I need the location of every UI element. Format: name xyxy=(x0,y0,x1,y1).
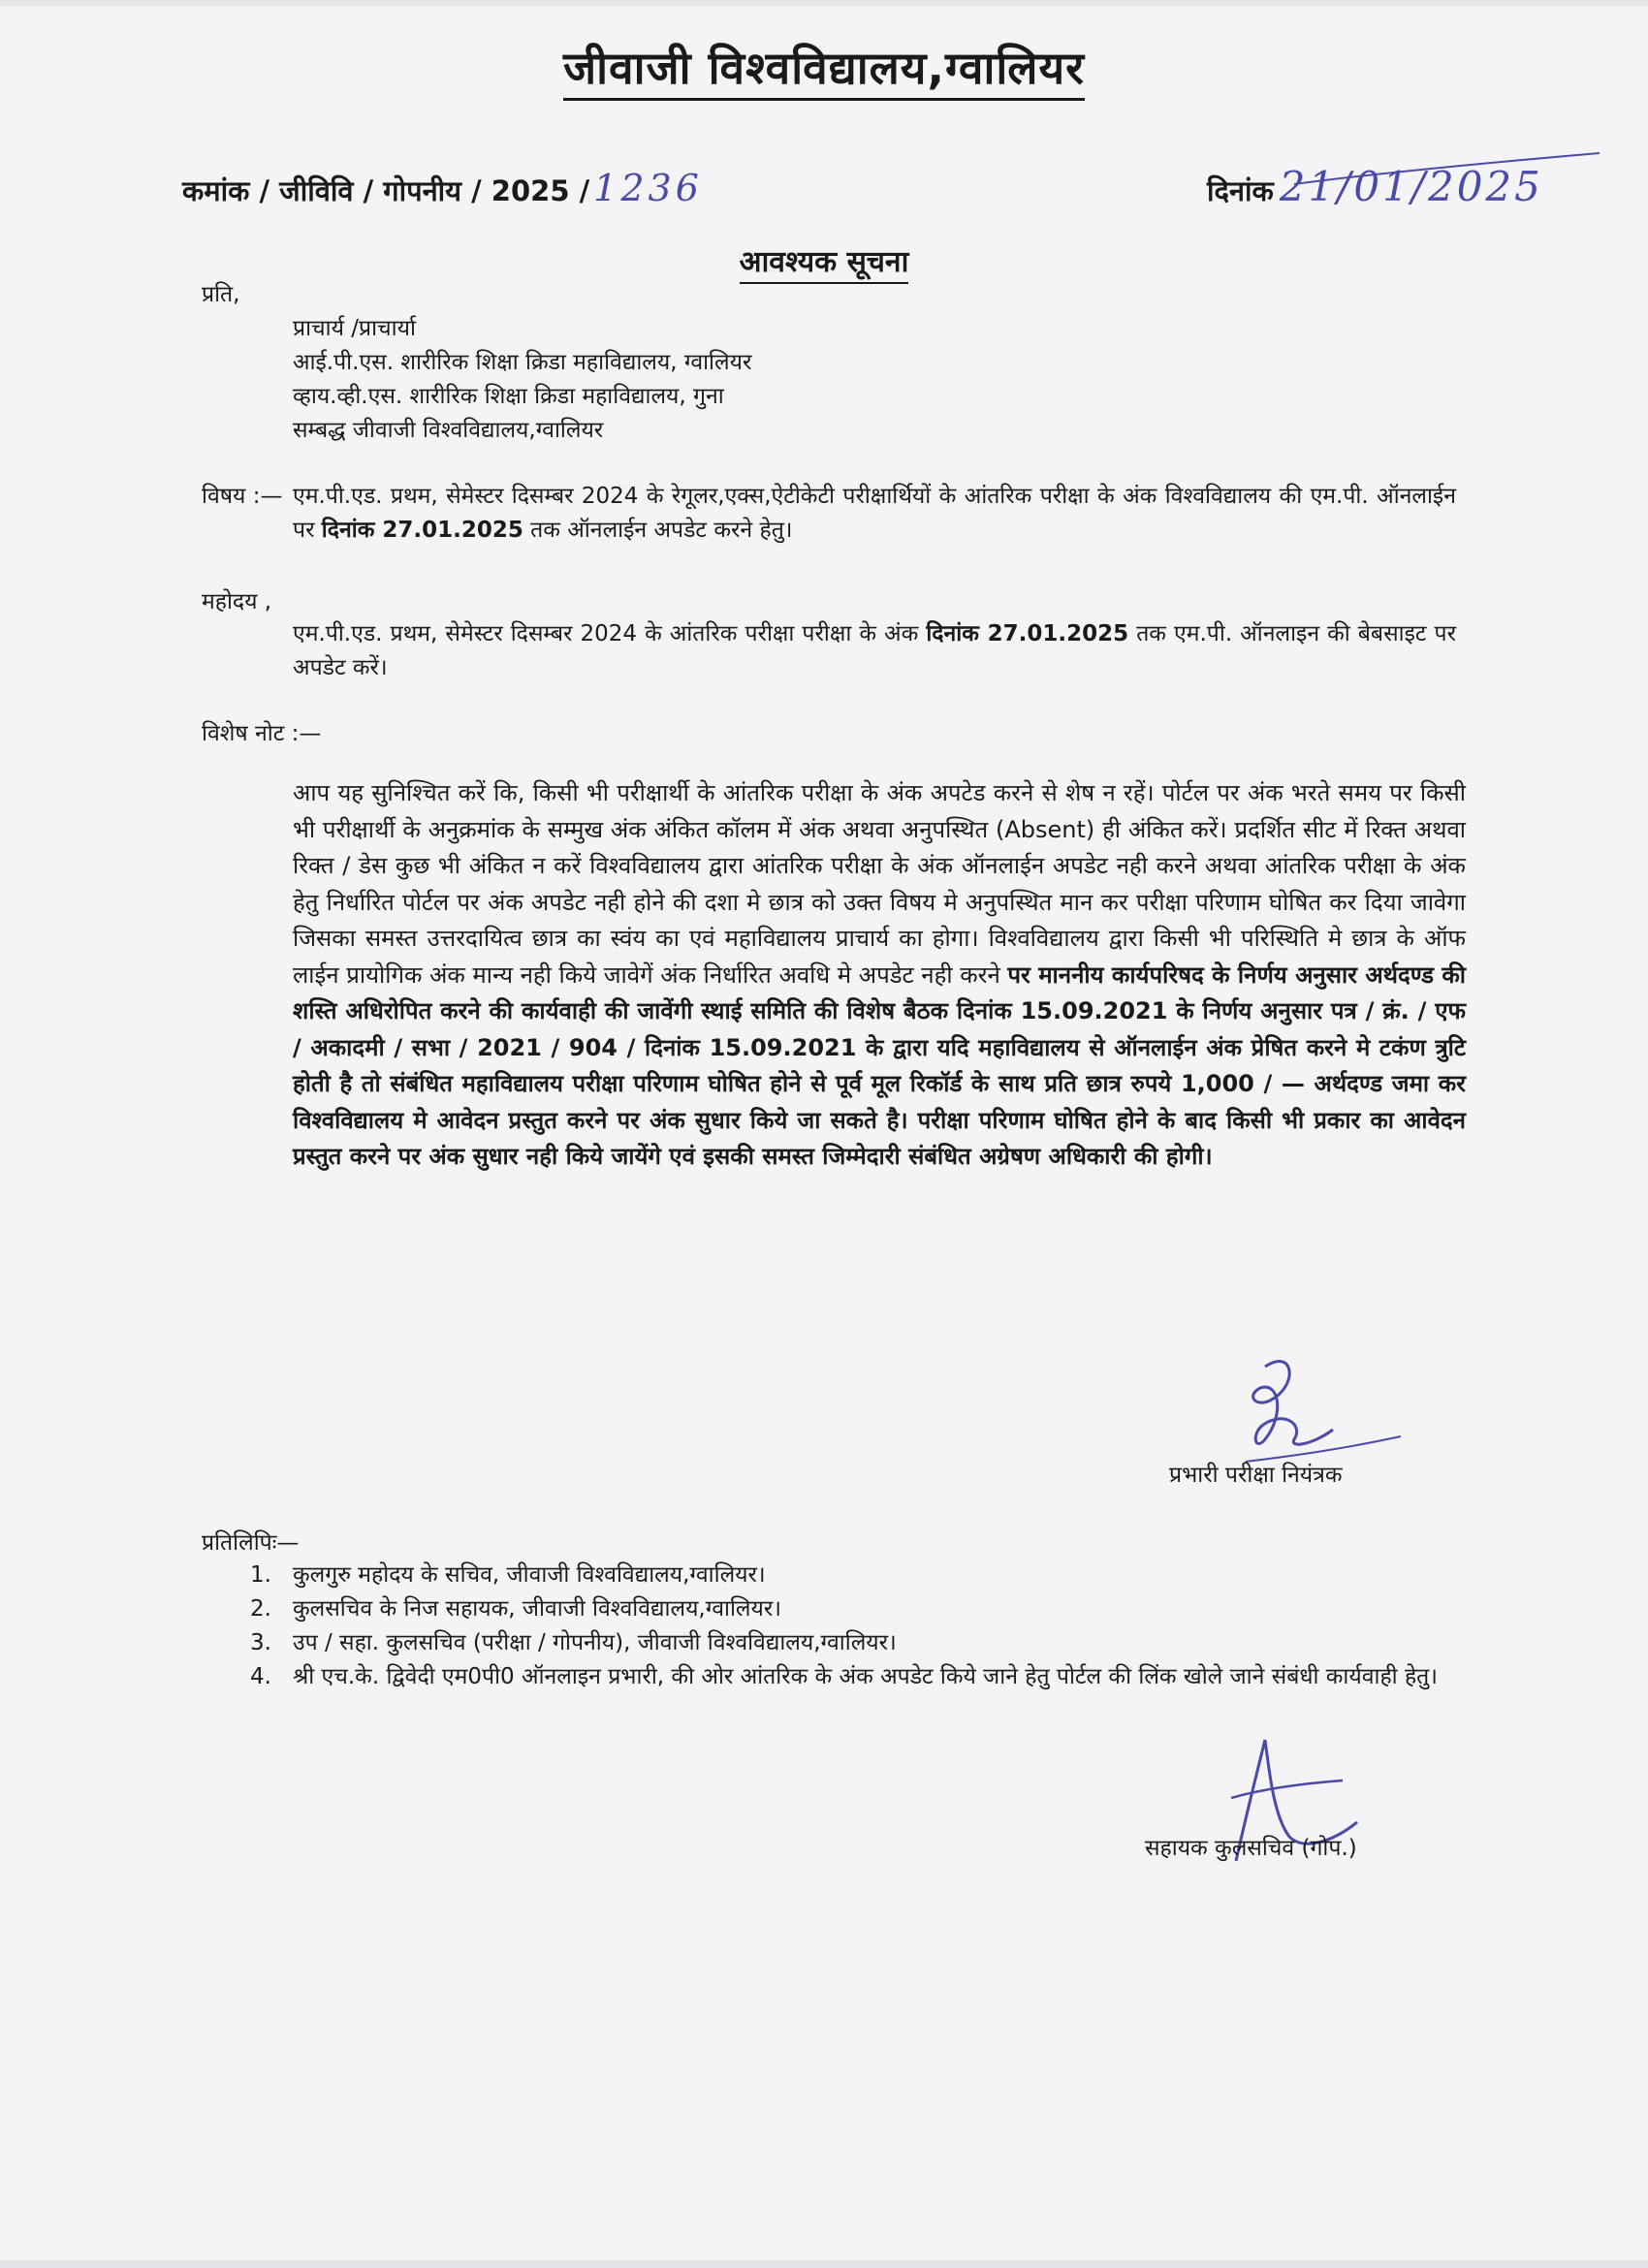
list-item: 2. कुलसचिव के निज सहायक, जीवाजी विश्वविद्यालय,ग्वालियर। xyxy=(250,1596,781,1622)
recipient-line: सम्बद्ध जीवाजी विश्वविद्यालय,ग्वालियर xyxy=(293,418,604,443)
salutation-text: एम.पी.एड. प्रथम, सेमेस्टर दिसम्बर 2024 के आंतरिक परीक्षा परीक्षा के अंक दिनांक 27.01.2025 तक एम.पी. ऑनलाइन की बेबसाइट पर अपडेट करें। xyxy=(293,621,1456,680)
date-pen-stroke xyxy=(1289,145,1609,204)
notice-heading: आवश्यक सूचना xyxy=(0,240,1648,280)
recipient-line: प्राचार्य /प्राचार्या xyxy=(293,316,416,341)
subject-label: विषय :— xyxy=(202,484,283,509)
reference-line xyxy=(182,167,703,209)
recipient-line: आई.पी.एस. शारीरिक शिक्षा क्रिडा महाविद्यालय, ग्वालियर xyxy=(293,350,752,375)
list-item: 3. उप / सहा. कुलसचिव (परीक्षा / गोपनीय), जीवाजी विश्वविद्यालय,ग्वालियर। xyxy=(250,1630,897,1655)
date-handwritten: 21/01/2025 xyxy=(1279,163,1543,210)
reference-number-handwritten: 1236 xyxy=(593,167,703,209)
signatory-assistant-registrar: सहायक कुलसचिव (गोप.) xyxy=(1145,1836,1357,1861)
scan-edge-top xyxy=(0,0,1648,6)
signatory-exam-controller: प्रभारी परीक्षा नियंत्रक xyxy=(1169,1463,1343,1488)
list-item: 1. कुलगुरु महोदय के सचिव, जीवाजी विश्वविद्यालय,ग्वालियर। xyxy=(250,1562,766,1588)
copy-to-label: प्रतिलिपिः— xyxy=(202,1530,300,1556)
university-title: जीवाजी विश्वविद्यालय,ग्वालियर xyxy=(0,37,1648,97)
list-item: 4. श्री एच.के. द्विवेदी एम0पी0 ऑनलाइन प्रभारी, की ओर आंतरिक के अंक अपडेट किये जाने हेतु पोर्टल की लिंक खोले जाने संबंधी कार्यवाही हेतु। xyxy=(250,1664,1438,1689)
subject-text: एम.पी.एड. प्रथम, सेमेस्टर दिसम्बर 2024 के रेगूलर,एक्स,ऐटीकेटी परीक्षार्थियों के आंतरिक परीक्षा के अंक विश्वविद्यालय की एम.पी. ऑनलाईन पर दिनांक 27.01.2025 तक ऑनलाईन अपडेट करने हेतु। xyxy=(293,484,1456,543)
special-note-bold: पर माननीय कार्यपरिषद के निर्णय अनुसार अर्थदण्ड की शस्ति अधिरोपित करने की कार्यवाही की जावेंगी स्थाई समिति की विशेष बैठक दिनांक 15.09.2021 के निर्णय अनुसार पत्र / क्रं. / एफ / अकादमी / सभा / 2021 / 904 / दिनांक 15.09.2021 के द्वारा यदि महाविद्यालय से ऑनलाईन अंक प्रेषित करने मे टकंण त्रुटि होती है तो संबंधित महाविद्यालय परीक्षा परिणाम घोषित होने से पूर्व मूल रिकॉर्ड के साथ प्रति छात्र रुपये 1,000 / — अर्थदण्ड जमा कर विश्वविद्यालय मे आवेदन प्रस्तुत करने पर अंक सुधार किये जा सकते है। परीक्षा परिणाम घोषित होने के बाद किसी भी प्रकार का आवेदन प्रस्तुत करने पर अंक सुधार नही किये जायेंगे एवं इसकी समस्त जिम्मेदारी संबंधित अग्रेषण अधिकारी की होगी। xyxy=(293,961,1466,1170)
special-note-label: विशेष नोट :— xyxy=(202,721,322,746)
signature-exam-controller xyxy=(1226,1347,1410,1473)
copy-to-list xyxy=(250,1559,1462,1694)
recipient-address xyxy=(293,312,751,448)
recipient-line: व्हाय.व्ही.एस. शारीरिक शिक्षा क्रिडा महाविद्यालय, गुना xyxy=(293,384,724,409)
prati-label: प्रति, xyxy=(202,282,240,307)
reference-prefix: कमांक / जीविवि / गोपनीय / 2025 / xyxy=(182,174,590,207)
date-label: दिनांक xyxy=(1207,174,1274,207)
salutation-deadline: दिनांक 27.01.2025 xyxy=(926,621,1129,646)
special-note-text: आप यह सुनिश्चित करें कि, किसी भी परीक्षार्थी के आंतरिक परीक्षा के अंक अपटेड करने से शेष न रहें। पोर्टल पर अंक भरते समय पर किसी भी परीक्षार्थी के अनुक्रमांक के सम्मुख अंक अंकित कॉलम में अंक अथवा अनुपस्थित (Absent) ही अंकित करें। प्रदर्शित सीट में रिक्त अथवा रिक्त / डेस कुछ भी अंकित न करें विश्वविद्यालय द्वारा आंतरिक परीक्षा के अंक ऑनलाईन अपडेट नही करने अथवा आंतरिक परीक्षा के अंक हेतु निर्धारित पोर्टल पर अंक अपडेट नही होने की दशा मे छात्र को उक्त विषय मे अनुपस्थित मान कर परीक्षा परिणाम घोषित कर दिया जावेगा जिसका समस्त उत्तरदायित्व छात्र का स्वंय का एवं महाविद्यालय प्राचार्य का होगा। विश्वविद्यालय द्वारा किसी भी परिस्थिति मे छात्र के ऑफ लाईन प्रायोगिक अंक मान्य नही किये जावेगें अंक निर्धारित अवधि मे अपडेट नही करने पर माननीय कार्यपरिषद के निर्णय अनुसार अर्थदण्ड की शस्ति अधिरोपित करने की कार्यवाही की जावेंगी स्थाई समिति की विशेष बैठक दिनांक 15.09.2021 के निर्णय अनुसार पत्र / क्रं. / एफ / अकादमी / सभा / 2021 / 904 / दिनांक 15.09.2021 के द्वारा यदि महाविद्यालय से ऑनलाईन अंक प्रेषित करने मे टकंण त्रुटि होती है तो संबंधित महाविद्यालय परीक्षा परिणाम घोषित होने से पूर्व मूल रिकॉर्ड के साथ प्रति छात्र रुपये 1,000 / — अर्थदण्ड जमा कर विश्वविद्यालय मे आवेदन प्रस्तुत करने पर अंक सुधार किये जा सकते है। परीक्षा परिणाम घोषित होने के बाद किसी भी प्रकार का आवेदन प्रस्तुत करने पर अंक सुधार नही किये जायेंगे एवं इसकी समस्त जिम्मेदारी संबंधित अग्रेषण अधिकारी की होगी। xyxy=(293,779,1466,1170)
subject-deadline: दिनांक 27.01.2025 xyxy=(321,518,523,543)
salutation-label: महोदय , xyxy=(202,589,272,614)
scan-edge-bottom xyxy=(0,2260,1648,2268)
